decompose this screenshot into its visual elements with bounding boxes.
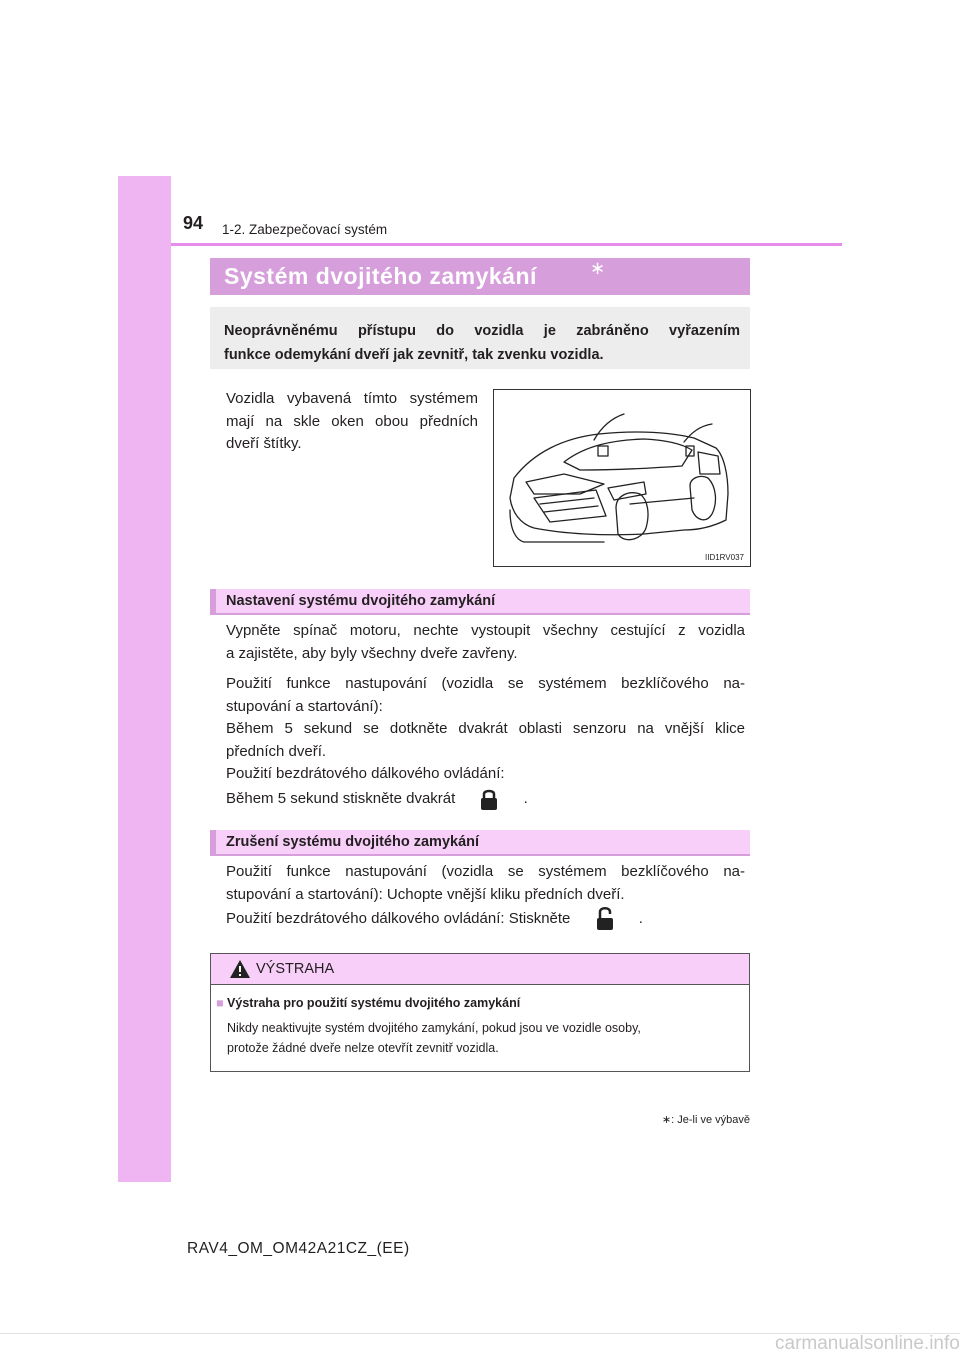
text-line: Během 5 sekund se dotkněte dvakrát oblasti senzoru na vnější klice	[226, 720, 745, 737]
text-line: stupování a startování): Uchopte vnější kliku předních dveří.	[226, 885, 625, 903]
illustration-code: IID1RV037	[705, 553, 744, 562]
unlock-icon	[593, 906, 617, 932]
intro-line: Neoprávněnému přístupu do vozidla je zabráněno vyřazením	[224, 323, 740, 339]
lock-icon	[477, 786, 501, 812]
page-number: 94	[183, 213, 204, 233]
text-line: Vypněte spínač motoru, nechte vystoupit všechny cestující z vozidla	[226, 622, 745, 639]
setting-text-1	[226, 620, 745, 665]
footnote-text: : Je-li ve výbavě	[671, 1114, 750, 1126]
text-line-part: Použití bezdrátového dálkového ovládání: Stiskněte	[226, 909, 571, 927]
warning-line: Nikdy neaktivujte systém dvojitého zamykání, pokud jsou ve vozidle osoby,	[227, 1021, 641, 1035]
warning-subheading: Výstraha pro použití systému dvojitého zamykání	[227, 996, 521, 1010]
intro-box	[210, 307, 750, 369]
text-line: Vozidla vybavená tímto systémem	[226, 390, 478, 407]
text-line	[226, 786, 745, 812]
warning-subheading-row	[216, 996, 520, 1010]
footnote-marker: ∗	[661, 1114, 672, 1126]
page-title-bar	[210, 258, 750, 295]
cancel-text	[226, 861, 745, 932]
cancel-heading-bar	[210, 830, 750, 856]
bullet-icon: ■	[216, 996, 224, 1010]
text-line: mají na skle oken obou předních	[226, 412, 478, 430]
text-line-part: .	[638, 909, 643, 927]
footnote	[620, 1113, 750, 1126]
header-rule	[171, 243, 842, 246]
page-title: Systém dvojitého zamykání	[224, 263, 537, 289]
warning-label: VÝSTRAHA	[256, 961, 335, 977]
document-id: RAV4_OM_OM42A21CZ_(EE)	[187, 1240, 410, 1257]
intro-line: funkce odemykání dveří jak zevnitř, tak zvenku vozidla.	[224, 347, 604, 363]
text-line-part: .	[523, 789, 528, 807]
intro-text	[224, 319, 740, 367]
setting-text-2	[226, 673, 745, 812]
text-line: stupování a startování):	[226, 697, 383, 715]
vehicle-text	[226, 388, 478, 456]
text-line: a zajistěte, aby byly všechny dveře zavřeny.	[226, 644, 518, 662]
text-line: Použití bezdrátového dálkového ovládání:	[226, 765, 505, 782]
setting-heading: Nastavení systému dvojitého zamykání	[226, 593, 496, 609]
warning-triangle-icon	[229, 959, 251, 979]
section-title: 1-2. Zabezpečovací systém	[222, 222, 388, 237]
cancel-heading: Zrušení systému dvojitého zamykání	[226, 834, 480, 850]
car-illustration	[493, 389, 751, 567]
warning-box	[210, 953, 750, 1072]
text-line: Použití funkce nastupování (vozidla se systémem bezklíčového na-	[226, 863, 745, 880]
watermark: carmanualsonline.info	[775, 1333, 960, 1354]
text-line: předních dveří.	[226, 742, 327, 760]
side-color-band	[118, 176, 171, 1182]
setting-heading-bar	[210, 589, 750, 615]
text-line-part: Během 5 sekund stiskněte dvakrát	[226, 789, 456, 807]
title-footnote-marker: ∗	[590, 258, 606, 278]
car-drawing	[494, 390, 750, 566]
text-line: Použití funkce nastupování (vozidla se systémem bezklíčového na-	[226, 675, 745, 692]
text-line	[226, 906, 745, 932]
warning-header	[211, 954, 749, 985]
warning-body	[227, 1018, 741, 1058]
warning-line: protože žádné dveře nelze otevřít zevnitř vozidla.	[227, 1041, 499, 1055]
text-line: dveří štítky.	[226, 435, 302, 452]
